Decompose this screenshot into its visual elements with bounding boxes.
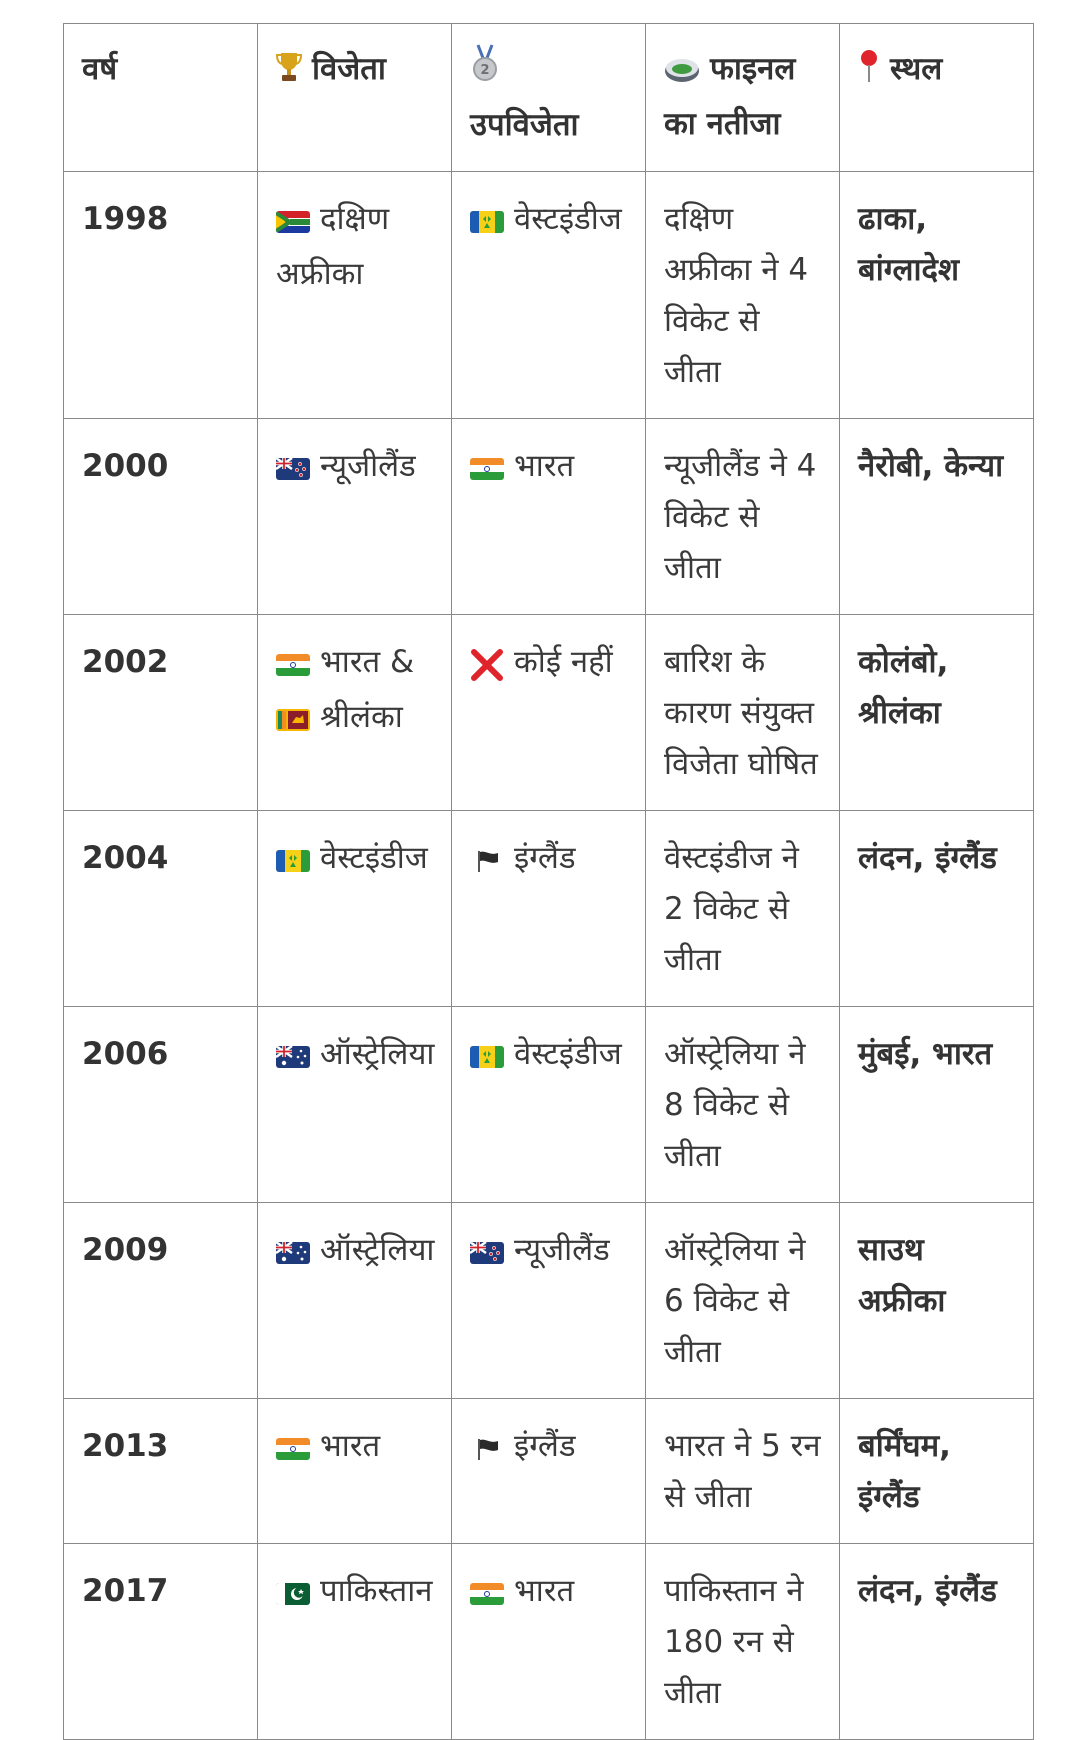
team-entry bbox=[276, 1225, 435, 1280]
team-name: इंग्लैंड bbox=[514, 840, 576, 876]
india-flag-icon bbox=[276, 1425, 310, 1476]
winner-cell bbox=[258, 1544, 452, 1740]
final-result-cell: वेस्टइंडीज ने 2 विकेट से जीता bbox=[646, 811, 840, 1007]
team-entry bbox=[276, 1421, 435, 1476]
final-result-cell: दक्षिण अफ्रीका ने 4 विकेट से जीता bbox=[646, 172, 840, 419]
table-row bbox=[64, 615, 1034, 811]
header-runner-up: 2 उपविजेता bbox=[452, 24, 646, 172]
year-cell: 2002 bbox=[64, 615, 258, 811]
australia-flag-icon bbox=[276, 1033, 310, 1084]
england-flag-icon bbox=[470, 837, 504, 888]
table-row bbox=[64, 1007, 1034, 1203]
venue-cell: ढाका, बांग्लादेश bbox=[840, 172, 1034, 419]
stadium-icon bbox=[664, 48, 700, 99]
team-entry bbox=[276, 1029, 435, 1084]
england-flag-icon bbox=[470, 1425, 504, 1476]
final-result-cell: भारत ने 5 रन से जीता bbox=[646, 1399, 840, 1544]
venue-cell: नैरोबी, केन्या bbox=[840, 419, 1034, 615]
team-entry bbox=[276, 692, 435, 747]
table-row bbox=[64, 419, 1034, 615]
team-entry bbox=[276, 194, 435, 300]
team-entry bbox=[470, 1225, 629, 1280]
team-name: पाकिस्तान bbox=[320, 1573, 433, 1609]
runner-up-cell bbox=[452, 811, 646, 1007]
year-cell: 2004 bbox=[64, 811, 258, 1007]
team-name: वेस्टइंडीज bbox=[514, 1036, 622, 1072]
australia-flag-icon bbox=[276, 1229, 310, 1280]
trophy-icon bbox=[276, 48, 302, 99]
header-final-result: फाइनल का नतीजा bbox=[646, 24, 840, 172]
venue-cell: लंदन, इंग्लैंड bbox=[840, 1544, 1034, 1740]
team-name: इंग्लैंड bbox=[514, 1428, 576, 1464]
west-indies-flag-icon bbox=[470, 198, 504, 249]
venue-cell: मुंबई, भारत bbox=[840, 1007, 1034, 1203]
champions-table bbox=[63, 23, 1034, 1740]
runner-up-cell bbox=[452, 419, 646, 615]
winner-cell bbox=[258, 811, 452, 1007]
team-entry bbox=[276, 1566, 435, 1621]
final-result-cell: ऑस्ट्रेलिया ने 8 विकेट से जीता bbox=[646, 1007, 840, 1203]
team-name: न्यूजीलैंड bbox=[514, 1232, 610, 1268]
india-flag-icon bbox=[470, 445, 504, 496]
team-name: भारत & bbox=[320, 644, 415, 680]
venue-cell: साउथ अफ्रीका bbox=[840, 1203, 1034, 1399]
header-venue: स्थल bbox=[840, 24, 1034, 172]
table-row bbox=[64, 811, 1034, 1007]
team-name: ऑस्ट्रेलिया bbox=[320, 1036, 435, 1072]
team-entry bbox=[470, 194, 629, 249]
winner-cell bbox=[258, 1007, 452, 1203]
team-entry bbox=[276, 441, 435, 496]
new-zealand-flag-icon bbox=[276, 445, 310, 496]
final-result-cell: न्यूजीलैंड ने 4 विकेट से जीता bbox=[646, 419, 840, 615]
winner-cell bbox=[258, 419, 452, 615]
venue-cell: बर्मिंघम, इंग्लैंड bbox=[840, 1399, 1034, 1544]
header-year: वर्ष bbox=[64, 24, 258, 172]
winner-cell bbox=[258, 172, 452, 419]
silver-medal-icon bbox=[470, 44, 619, 98]
india-flag-icon bbox=[470, 1570, 504, 1621]
header-winner: विजेता bbox=[258, 24, 452, 172]
winner-cell bbox=[258, 615, 452, 811]
team-entry bbox=[470, 637, 629, 692]
team-name: भारत bbox=[514, 448, 575, 484]
venue-cell: कोलंबो, श्रीलंका bbox=[840, 615, 1034, 811]
table-row bbox=[64, 172, 1034, 419]
runner-up-cell bbox=[452, 1007, 646, 1203]
winner-cell bbox=[258, 1203, 452, 1399]
year-cell: 2017 bbox=[64, 1544, 258, 1740]
final-result-cell: ऑस्ट्रेलिया ने 6 विकेट से जीता bbox=[646, 1203, 840, 1399]
runner-up-cell bbox=[452, 1399, 646, 1544]
runner-up-cell bbox=[452, 172, 646, 419]
year-cell: 2000 bbox=[64, 419, 258, 615]
year-cell: 2013 bbox=[64, 1399, 258, 1544]
team-name: कोई नहीं bbox=[514, 644, 613, 680]
new-zealand-flag-icon bbox=[470, 1229, 504, 1280]
team-entry bbox=[470, 1566, 629, 1621]
year-cell: 2006 bbox=[64, 1007, 258, 1203]
south-africa-flag-icon bbox=[276, 198, 310, 249]
team-name: ऑस्ट्रेलिया bbox=[320, 1232, 435, 1268]
team-name: भारत bbox=[320, 1428, 381, 1464]
india-flag-icon bbox=[276, 641, 310, 692]
team-entry bbox=[276, 637, 435, 692]
team-name: दक्षिण अफ्रीका bbox=[276, 201, 390, 292]
team-name: वेस्टइंडीज bbox=[514, 201, 622, 237]
pakistan-flag-icon bbox=[276, 1570, 310, 1621]
cross-icon bbox=[470, 641, 504, 692]
table-row bbox=[64, 1399, 1034, 1544]
team-name: श्रीलंका bbox=[320, 699, 403, 735]
final-result-cell: पाकिस्तान ने 180 रन से जीता bbox=[646, 1544, 840, 1740]
west-indies-flag-icon bbox=[470, 1033, 504, 1084]
year-cell: 2009 bbox=[64, 1203, 258, 1399]
team-entry bbox=[276, 833, 435, 888]
team-entry bbox=[470, 833, 629, 888]
svg-text:2: 2 bbox=[480, 63, 490, 78]
team-entry bbox=[470, 441, 629, 496]
table-row bbox=[64, 1203, 1034, 1399]
year-cell: 1998 bbox=[64, 172, 258, 419]
sri-lanka-flag-icon bbox=[276, 696, 310, 747]
table-row bbox=[64, 1544, 1034, 1740]
team-entry bbox=[470, 1421, 629, 1476]
team-name: भारत bbox=[514, 1573, 575, 1609]
runner-up-cell bbox=[452, 615, 646, 811]
table-header-row bbox=[64, 24, 1034, 172]
venue-cell: लंदन, इंग्लैंड bbox=[840, 811, 1034, 1007]
runner-up-cell bbox=[452, 1203, 646, 1399]
team-name: न्यूजीलैंड bbox=[320, 448, 416, 484]
team-name: वेस्टइंडीज bbox=[320, 840, 428, 876]
map-pin-icon bbox=[858, 48, 880, 99]
team-entry bbox=[470, 1029, 629, 1084]
runner-up-cell bbox=[452, 1544, 646, 1740]
final-result-cell: बारिश के कारण संयुक्त विजेता घोषित bbox=[646, 615, 840, 811]
winner-cell bbox=[258, 1399, 452, 1544]
west-indies-flag-icon bbox=[276, 837, 310, 888]
